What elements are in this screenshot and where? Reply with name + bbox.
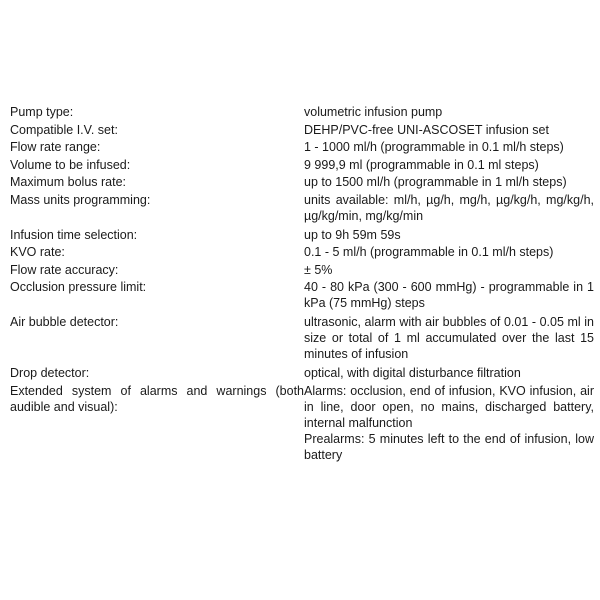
- spec-row-air-bubble: [10, 314, 594, 362]
- spec-row-pump-type: [10, 104, 594, 120]
- spec-value: up to 9h 59m 59s: [304, 227, 401, 242]
- spec-value: ultrasonic, alarm with air bubbles of 0.01 - 0.05 ml in size or total of 1 ml accumulated over the last 15 minutes of infusion: [304, 315, 594, 361]
- spec-label: Infusion time selection:: [10, 227, 138, 242]
- spec-row-flow-accuracy: [10, 262, 594, 278]
- spec-label: Pump type:: [10, 105, 74, 119]
- spec-label: Flow rate accuracy:: [10, 262, 119, 277]
- spec-row-bolus-rate: [10, 174, 594, 190]
- spec-label: Extended system of alarms and warnings (both audible and visual):: [10, 383, 304, 414]
- spec-value: optical, with digital disturbance filtration: [304, 366, 521, 380]
- spec-value: units available: ml/h, µg/h, mg/h, µg/kg/h, mg/kg/h, µg/kg/min, mg/kg/min: [304, 192, 594, 223]
- spec-label: Flow rate range:: [10, 140, 101, 154]
- spec-value: 1 - 1000 ml/h (programmable in 0.1 ml/h steps): [304, 140, 564, 154]
- spec-label: Maximum bolus rate:: [10, 175, 127, 189]
- spec-label: Air bubble detector:: [10, 315, 119, 329]
- spec-label: KVO rate:: [10, 245, 65, 259]
- spec-row-flow-rate-range: [10, 139, 594, 155]
- spec-label: Volume to be infused:: [10, 157, 131, 172]
- spec-value: Alarms: occlusion, end of infusion, KVO infusion, air in line, door open, no mains, discharged battery, internal malfunction Prealarms: 5 minutes left to the end of infusion, low battery: [304, 383, 594, 462]
- spec-value: up to 1500 ml/h (programmable in 1 ml/h steps): [304, 175, 567, 189]
- spec-label: Mass units programming:: [10, 192, 151, 207]
- spec-value: DEHP/PVC-free UNI-ASCOSET infusion set: [304, 122, 549, 137]
- spec-table: [10, 104, 594, 464]
- spec-label: Compatible I.V. set:: [10, 122, 118, 137]
- spec-value: 0.1 - 5 ml/h (programmable in 0.1 ml/h steps): [304, 245, 554, 259]
- spec-row-drop-detector: [10, 365, 594, 381]
- spec-row-iv-set: [10, 122, 594, 138]
- spec-row-mass-units: [10, 192, 594, 224]
- spec-value: 40 - 80 kPa (300 - 600 mmHg) - programmable in 1 kPa (75 mmHg) steps: [304, 280, 594, 310]
- spec-row-infusion-time: [10, 227, 594, 243]
- spec-value: 9 999,9 ml (programmable in 0.1 ml steps): [304, 157, 539, 172]
- spec-label: Drop detector:: [10, 366, 90, 380]
- spec-value: volumetric infusion pump: [304, 105, 443, 119]
- spec-row-volume: [10, 157, 594, 173]
- spec-value: ± 5%: [304, 262, 333, 277]
- spec-row-occlusion-pressure: [10, 279, 594, 311]
- spec-label: Occlusion pressure limit:: [10, 280, 147, 294]
- spec-row-alarms: [10, 383, 594, 463]
- spec-row-kvo-rate: [10, 244, 594, 260]
